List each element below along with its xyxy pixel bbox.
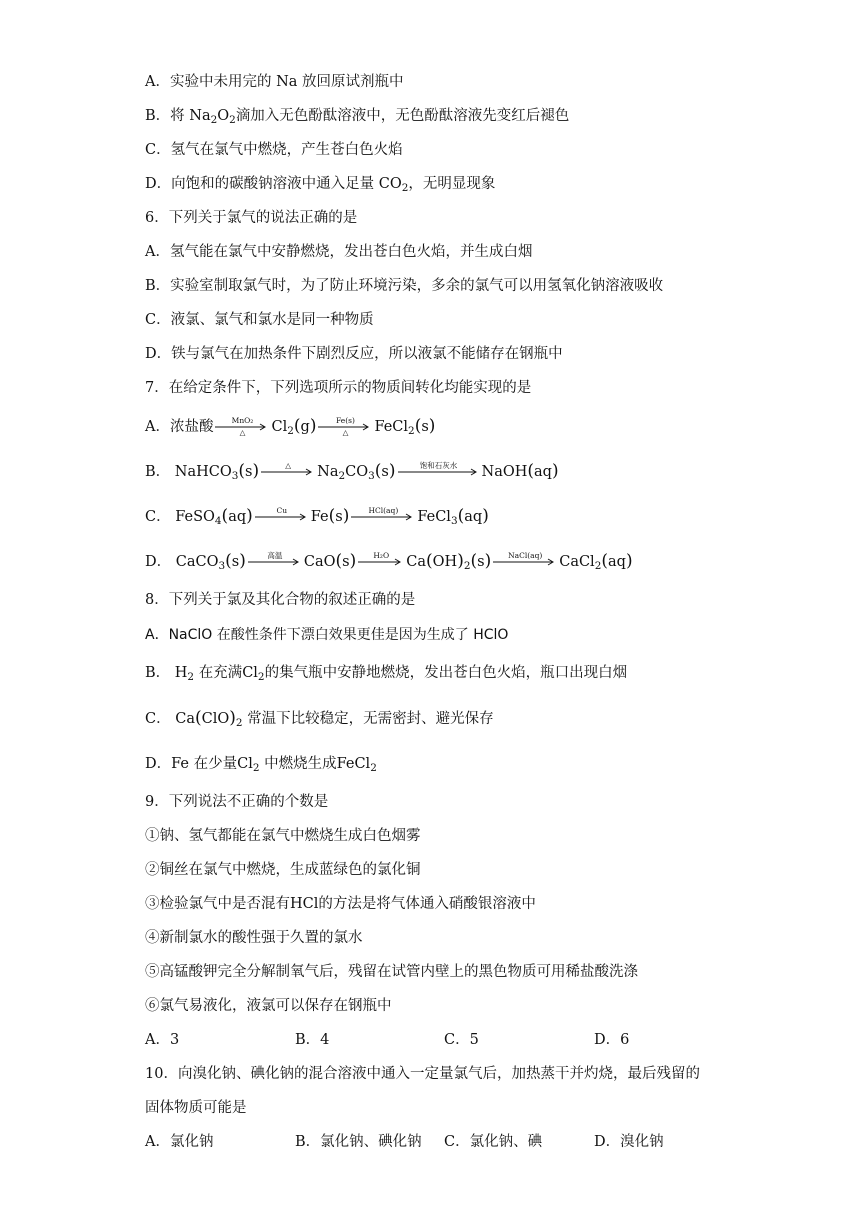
q9-statement-2: ②铜丝在氯气中燃烧，生成蓝绿色的氯化铜 <box>145 862 421 878</box>
q7b-reactant-sub: 3 <box>231 469 239 482</box>
q5d-suffix: ，无明显现象 <box>408 176 496 192</box>
q7d-product-2-state: s <box>477 554 485 570</box>
q10-option-d: D．溴化钠 <box>594 1134 664 1150</box>
q7a-arrow-2-top: Fe(s) <box>335 416 355 425</box>
q7-option-c: C． FeSO$_4$(aq) Cu Fe(s) HCl(aq) FeCl$_3$(aq) <box>145 506 489 527</box>
q8-option-b <box>145 663 627 683</box>
q10-stem-line-1: 10．向溴化钠、碘化钠的混合溶液中通入一定量氯气后，加热蒸干并灼烧，最后残留的 <box>145 1066 700 1082</box>
q7a-product-1-state: g <box>300 419 310 435</box>
q8b-cl: Cl <box>242 665 258 681</box>
q8d-cl: Cl <box>237 756 253 772</box>
q7c-product-1: Fe <box>310 509 329 525</box>
q8d-text: 中燃烧生成 <box>264 756 337 772</box>
q6-option-d: D．铁与氯气在加热条件下剧烈反应，所以液氯不能储存在钢瓶中 <box>145 346 563 362</box>
q7c-arrow-2-top: HCl(aq) <box>368 506 399 515</box>
q10-option-b: B．氯化钠、碘化钠 <box>295 1134 422 1150</box>
q7b-product-1-state: s <box>381 464 389 480</box>
q9-stem: 9．下列说法不正确的个数是 <box>145 794 329 810</box>
q7d-product-2: Ca <box>406 554 426 570</box>
q7b-product-2-state: aq <box>534 464 552 480</box>
q8-stem: 8．下列关于氯及其化合物的叙述正确的是 <box>145 592 416 608</box>
q6-option-b: B．实验室制取氯气时，为了防止环境污染，多余的氯气可以用氢氧化钠溶液吸收 <box>145 278 664 294</box>
q7c-product-2-sub: 3 <box>450 514 458 527</box>
q7c-reactant: FeSO <box>175 509 215 525</box>
q7b-product-2: NaOH <box>481 464 528 480</box>
q7a-reactant: 浓盐酸 <box>169 419 214 435</box>
q10-option-a: A．氯化钠 <box>145 1134 214 1150</box>
q5-option-a: A．实验中未用完的 Na 放回原试剂瓶中 <box>145 74 404 90</box>
q7c-product-2: FeCl <box>417 509 451 525</box>
q9-option-d: D．6 <box>594 1032 630 1048</box>
q8b-text-1: 在充满 <box>198 665 243 681</box>
q5-option-c: C．氢气在氯气中燃烧，产生苍白色火焰 <box>145 142 403 158</box>
q7d-arrow-3-top: NaCl(aq) <box>508 551 543 560</box>
q8c-text: 常温下比较稳定，无需密封、避光保存 <box>247 711 494 727</box>
q7d-arrow-1 <box>248 552 302 572</box>
q8b-label: B． <box>145 665 171 681</box>
q7-option-d: D． CaCO$_3$(s) 高温 CaO(s) H₂O $Ca(OH)_2(s)$ NaCl(aq) CaCl$_2$(aq) <box>145 551 633 572</box>
q7b-arrow-1 <box>261 462 315 482</box>
q10-option-c: C．氯化钠、碘 <box>444 1134 543 1150</box>
q7d-reactant: CaCO <box>175 554 219 570</box>
q7d-arrow-1-top: 高温 <box>267 551 283 560</box>
q7b-arrow-1-top: △ <box>285 461 292 470</box>
q7b-arrow-2 <box>398 462 480 482</box>
q7-stem: 7．在给定条件下，下列选项所示的物质间转化均能实现的是 <box>145 380 532 396</box>
q6-option-a: A．氢气能在氯气中安静燃烧，发出苍白色火焰，并生成白烟 <box>145 244 533 260</box>
q5-option-b <box>145 106 569 126</box>
q7b-product-1b-sub: 3 <box>368 469 375 482</box>
q7a-arrow-2 <box>318 417 372 437</box>
q5b-prefix: B．将 Na <box>145 108 211 124</box>
q8-option-a: A．NaClO 在酸性条件下漂白效果更佳是因为生成了 HClO <box>145 627 509 643</box>
q7b-product-1b: CO <box>345 464 369 480</box>
q8b-h-sub: 2 <box>187 670 195 683</box>
q7a-label: A． <box>145 419 170 435</box>
q8d-fe-sub: 2 <box>370 761 377 774</box>
q7c-reactant-sub: 4 <box>214 514 222 527</box>
q5d-prefix: D．向饱和的碳酸钠溶液中通入足量 CO <box>145 176 402 192</box>
q5b-sub-o: 2 <box>229 113 236 126</box>
q7d-label: D． <box>145 554 172 570</box>
q7d-arrow-2-top: H₂O <box>373 551 390 560</box>
q7d-product-1: CaO <box>303 554 336 570</box>
q9-option-c: C．5 <box>444 1032 479 1048</box>
q5b-o: O <box>217 108 230 124</box>
q7a-product-1-sub: 2 <box>287 424 294 437</box>
q7c-arrow-1 <box>255 507 309 527</box>
q7-option-a: A．浓盐酸 MnO₂ △ $Cl_2(g)$ Fe(s) △ FeCl$_2$(s) <box>145 416 436 437</box>
q6-option-c: C．液氯、氯气和氯水是同一种物质 <box>145 312 374 328</box>
q7a-product-2-state: s <box>421 419 429 435</box>
q8-option-d <box>145 754 377 774</box>
q7d-product-3-state: aq <box>608 554 626 570</box>
q7a-product-2: FeCl <box>374 419 409 435</box>
q9-statement-3: ③检验氯气中是否混有HCl的方法是将气体通入硝酸银溶液中 <box>145 896 536 912</box>
q7d-reactant-sub: 3 <box>218 559 226 572</box>
q9-statement-1: ①钠、氢气都能在氯气中燃烧生成白色烟雾 <box>145 828 421 844</box>
q9-statement-4: ④新制氯水的酸性强于久置的氯水 <box>145 930 363 946</box>
q7c-label: C． <box>145 509 171 525</box>
q7c-product-1-state: s <box>335 509 343 525</box>
q7b-reactant: NaHCO <box>174 464 232 480</box>
q5b-suffix: 滴加入无色酚酞溶液中，无色酚酞溶液先变红后褪色 <box>235 108 570 124</box>
q8b-text-2: 的集气瓶中安静地燃烧，发出苍白色火焰，瓶口出现白烟 <box>264 665 628 681</box>
q7a-arrow-1 <box>215 417 269 437</box>
q7d-product-3: CaCl <box>559 554 595 570</box>
q7d-arrow-2 <box>358 552 404 572</box>
q6-stem: 6．下列关于氯气的说法正确的是 <box>145 210 358 226</box>
q8b-h: H <box>174 665 188 681</box>
q5b-sub-na: 2 <box>210 113 218 126</box>
q8c-ca: Ca <box>175 711 195 727</box>
q9-option-b: B．4 <box>295 1032 330 1048</box>
q8d-label: D．Fe 在少量 <box>145 756 238 772</box>
q7d-product-1-state: s <box>342 554 350 570</box>
q8b-cl-sub: 2 <box>257 670 265 683</box>
q7d-product-3-sub: 2 <box>594 559 602 572</box>
q7a-product-1: Cl <box>271 419 288 435</box>
q5-option-d <box>145 174 495 194</box>
q7d-product-2-inner: OH <box>432 554 458 570</box>
q7c-product-2-state: aq <box>464 509 483 525</box>
q7d-product-2-sub: 2 <box>463 559 471 572</box>
q7a-arrow-1-top: MnO₂ <box>231 416 254 425</box>
q9-statement-6: ⑥氯气易液化，液氯可以保存在钢瓶中 <box>145 998 392 1014</box>
q5d-sub: 2 <box>401 181 409 194</box>
q7a-arrow-1-bottom: △ <box>239 428 246 437</box>
q8d-fe: FeCl <box>336 756 371 772</box>
q7b-product-1a: Na <box>317 464 339 480</box>
q7c-arrow-2 <box>351 507 415 527</box>
q9-statement-5: ⑤高锰酸钾完全分解制氧气后，残留在试管内壁上的黑色物质可用稀盐酸洗涤 <box>145 964 638 980</box>
q7b-label: B． <box>145 464 171 480</box>
q7b-arrow-2-top: 饱和石灰水 <box>419 461 458 470</box>
q8d-cl-sub: 2 <box>252 761 260 774</box>
q7d-arrow-3 <box>493 552 557 572</box>
q8c-sub: 2 <box>235 716 243 729</box>
q7b-reactant-state: s <box>245 464 253 480</box>
q9-option-a: A．3 <box>145 1032 180 1048</box>
q7a-arrow-2-bottom: △ <box>342 428 349 437</box>
q7b-product-1a-sub: 2 <box>338 469 346 482</box>
q7c-reactant-state: aq <box>228 509 247 525</box>
q7d-reactant-state: s <box>231 554 240 570</box>
q7c-arrow-1-top: Cu <box>276 506 288 515</box>
q8c-label: C． <box>145 711 171 727</box>
q7a-product-2-sub: 2 <box>408 424 415 437</box>
q8-option-c: C． $Ca(ClO)_2$ 常温下比较稳定，无需密封、避光保存 <box>145 708 494 729</box>
q10-stem-line-2: 固体物质可能是 <box>145 1100 247 1116</box>
q7-option-b: B． NaHCO$_3$(s) △ $Na_2CO_3(s)$ 饱和石灰水 NaOH(aq) <box>145 461 559 482</box>
q8c-inner: ClO <box>201 711 230 727</box>
